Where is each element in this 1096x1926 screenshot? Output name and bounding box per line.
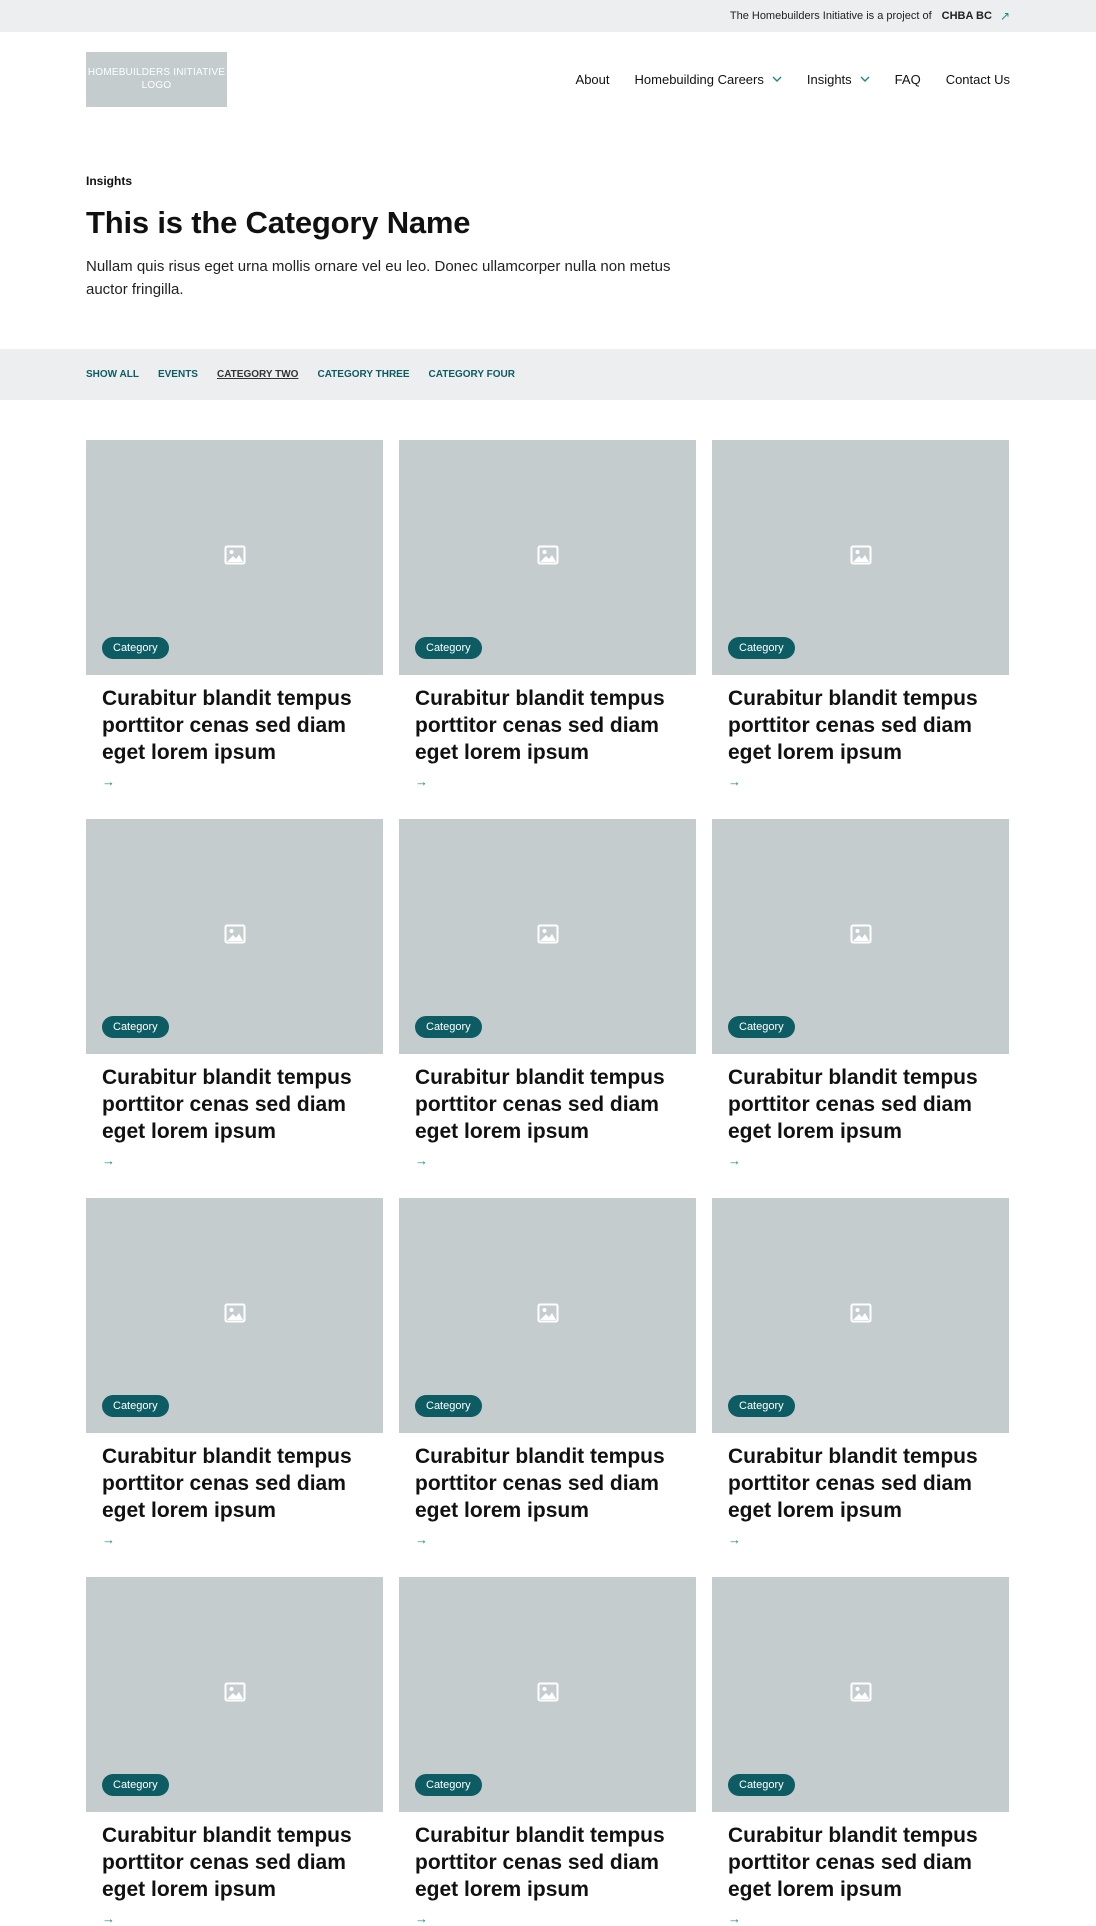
card-title[interactable]: Curabitur blandit tempus porttitor cenas sed diam eget lorem ipsum bbox=[102, 1445, 352, 1522]
filter-show-all[interactable]: SHOW ALL bbox=[86, 369, 139, 380]
image-placeholder-icon bbox=[849, 922, 873, 951]
article-card[interactable] bbox=[399, 440, 696, 789]
article-card[interactable] bbox=[712, 1198, 1009, 1547]
filter-category-three[interactable]: CATEGORY THREE bbox=[317, 369, 410, 380]
site-logo[interactable]: HOMEBUILDERS INITIATIVE LOGO bbox=[86, 52, 227, 107]
card-title[interactable]: Curabitur blandit tempus porttitor cenas sed diam eget lorem ipsum bbox=[102, 687, 352, 764]
article-card[interactable] bbox=[712, 440, 1009, 789]
arrow-right-icon[interactable]: → bbox=[728, 1532, 741, 1547]
arrow-right-icon[interactable]: → bbox=[102, 1532, 115, 1547]
category-badge[interactable]: Category bbox=[728, 637, 795, 659]
card-image bbox=[712, 819, 1009, 1054]
card-title[interactable]: Curabitur blandit tempus porttitor cenas sed diam eget lorem ipsum bbox=[415, 1445, 665, 1522]
category-filter-bar bbox=[0, 349, 1096, 400]
category-badge[interactable]: Category bbox=[102, 1016, 169, 1038]
chevron-down-icon bbox=[772, 74, 782, 85]
site-header bbox=[0, 32, 1096, 126]
image-placeholder-icon bbox=[223, 543, 247, 572]
card-image bbox=[399, 1577, 696, 1812]
card-title[interactable]: Curabitur blandit tempus porttitor cenas sed diam eget lorem ipsum bbox=[728, 687, 978, 764]
category-badge[interactable]: Category bbox=[415, 1395, 482, 1417]
card-image bbox=[712, 440, 1009, 675]
card-title[interactable]: Curabitur blandit tempus porttitor cenas sed diam eget lorem ipsum bbox=[728, 1445, 978, 1522]
image-placeholder-icon bbox=[536, 1680, 560, 1709]
category-badge[interactable]: Category bbox=[415, 637, 482, 659]
arrow-right-icon[interactable]: → bbox=[102, 1153, 115, 1168]
card-title[interactable]: Curabitur blandit tempus porttitor cenas sed diam eget lorem ipsum bbox=[415, 1066, 665, 1143]
arrow-right-icon[interactable]: → bbox=[728, 774, 741, 789]
card-image bbox=[399, 440, 696, 675]
card-image bbox=[712, 1198, 1009, 1433]
card-title[interactable]: Curabitur blandit tempus porttitor cenas sed diam eget lorem ipsum bbox=[415, 1824, 665, 1901]
image-placeholder-icon bbox=[223, 1680, 247, 1709]
image-placeholder-icon bbox=[849, 1680, 873, 1709]
card-image bbox=[399, 1198, 696, 1433]
article-card[interactable] bbox=[399, 1577, 696, 1926]
category-badge[interactable]: Category bbox=[728, 1395, 795, 1417]
category-badge[interactable]: Category bbox=[728, 1016, 795, 1038]
arrow-right-icon[interactable]: → bbox=[102, 1911, 115, 1926]
card-image bbox=[86, 1198, 383, 1433]
category-badge[interactable]: Category bbox=[728, 1774, 795, 1796]
nav-label: FAQ bbox=[894, 71, 921, 87]
chevron-down-icon bbox=[860, 74, 870, 85]
nav-label: Insights bbox=[806, 71, 852, 87]
card-title[interactable]: Curabitur blandit tempus porttitor cenas sed diam eget lorem ipsum bbox=[728, 1066, 978, 1143]
category-badge[interactable]: Category bbox=[415, 1016, 482, 1038]
nav-item-about[interactable] bbox=[576, 72, 610, 87]
chba-bc-link[interactable]: CHBA BC bbox=[941, 10, 992, 22]
arrow-right-icon[interactable]: → bbox=[728, 1153, 741, 1168]
image-placeholder-icon bbox=[223, 1301, 247, 1330]
card-image bbox=[712, 1577, 1009, 1812]
filter-category-four[interactable]: CATEGORY FOUR bbox=[428, 369, 515, 380]
image-placeholder-icon bbox=[536, 922, 560, 951]
arrow-right-icon[interactable]: → bbox=[415, 1153, 428, 1168]
article-card[interactable] bbox=[712, 1577, 1009, 1926]
card-title[interactable]: Curabitur blandit tempus porttitor cenas sed diam eget lorem ipsum bbox=[728, 1824, 978, 1901]
category-badge[interactable]: Category bbox=[102, 1395, 169, 1417]
category-badge[interactable]: Category bbox=[102, 637, 169, 659]
category-badge[interactable]: Category bbox=[415, 1774, 482, 1796]
card-image bbox=[86, 1577, 383, 1812]
category-badge[interactable]: Category bbox=[102, 1774, 169, 1796]
image-placeholder-icon bbox=[536, 543, 560, 572]
article-card[interactable] bbox=[399, 819, 696, 1168]
card-title[interactable]: Curabitur blandit tempus porttitor cenas sed diam eget lorem ipsum bbox=[415, 687, 665, 764]
article-card[interactable] bbox=[712, 819, 1009, 1168]
nav-item-insights[interactable] bbox=[807, 72, 870, 87]
arrow-right-icon[interactable]: → bbox=[728, 1911, 741, 1926]
arrow-right-icon[interactable]: → bbox=[415, 774, 428, 789]
card-title[interactable]: Curabitur blandit tempus porttitor cenas sed diam eget lorem ipsum bbox=[102, 1824, 352, 1901]
page-title: This is the Category Name bbox=[86, 205, 471, 240]
filter-events[interactable]: EVENTS bbox=[157, 369, 198, 380]
card-image bbox=[86, 440, 383, 675]
page-description: Nullam quis risus eget urna mollis ornare vel eu leo. Donec ullamcorper nulla non metus auctor fringilla. bbox=[86, 258, 671, 298]
main-nav bbox=[576, 72, 1010, 87]
image-placeholder-icon bbox=[849, 1301, 873, 1330]
card-image bbox=[86, 819, 383, 1054]
article-card[interactable] bbox=[86, 1577, 383, 1926]
nav-item-contact-us[interactable] bbox=[946, 72, 1010, 87]
article-card[interactable] bbox=[86, 440, 383, 789]
article-card[interactable] bbox=[86, 1198, 383, 1547]
arrow-right-icon[interactable]: → bbox=[415, 1532, 428, 1547]
arrow-right-icon[interactable]: → bbox=[415, 1911, 428, 1926]
category-hero bbox=[0, 126, 1096, 349]
article-card[interactable] bbox=[86, 819, 383, 1168]
utility-text: The Homebuilders Initiative is a project of bbox=[729, 10, 932, 22]
image-placeholder-icon bbox=[536, 1301, 560, 1330]
arrow-right-icon[interactable]: → bbox=[102, 774, 115, 789]
article-grid bbox=[0, 400, 1096, 1926]
image-placeholder-icon bbox=[849, 543, 873, 572]
filter-category-two[interactable]: CATEGORY TWO bbox=[216, 369, 299, 380]
card-title[interactable]: Curabitur blandit tempus porttitor cenas sed diam eget lorem ipsum bbox=[102, 1066, 352, 1143]
image-placeholder-icon bbox=[223, 922, 247, 951]
nav-label: Homebuilding Careers bbox=[634, 71, 764, 87]
breadcrumb[interactable]: Insights bbox=[86, 174, 133, 188]
nav-label: Contact Us bbox=[945, 71, 1010, 87]
card-image bbox=[399, 819, 696, 1054]
article-card[interactable] bbox=[399, 1198, 696, 1547]
nav-item-homebuilding-careers[interactable] bbox=[635, 72, 782, 87]
external-link-icon[interactable]: ↗ bbox=[999, 9, 1010, 23]
nav-item-faq[interactable] bbox=[895, 72, 921, 87]
nav-label: About bbox=[575, 71, 610, 87]
utility-bar bbox=[0, 0, 1096, 32]
